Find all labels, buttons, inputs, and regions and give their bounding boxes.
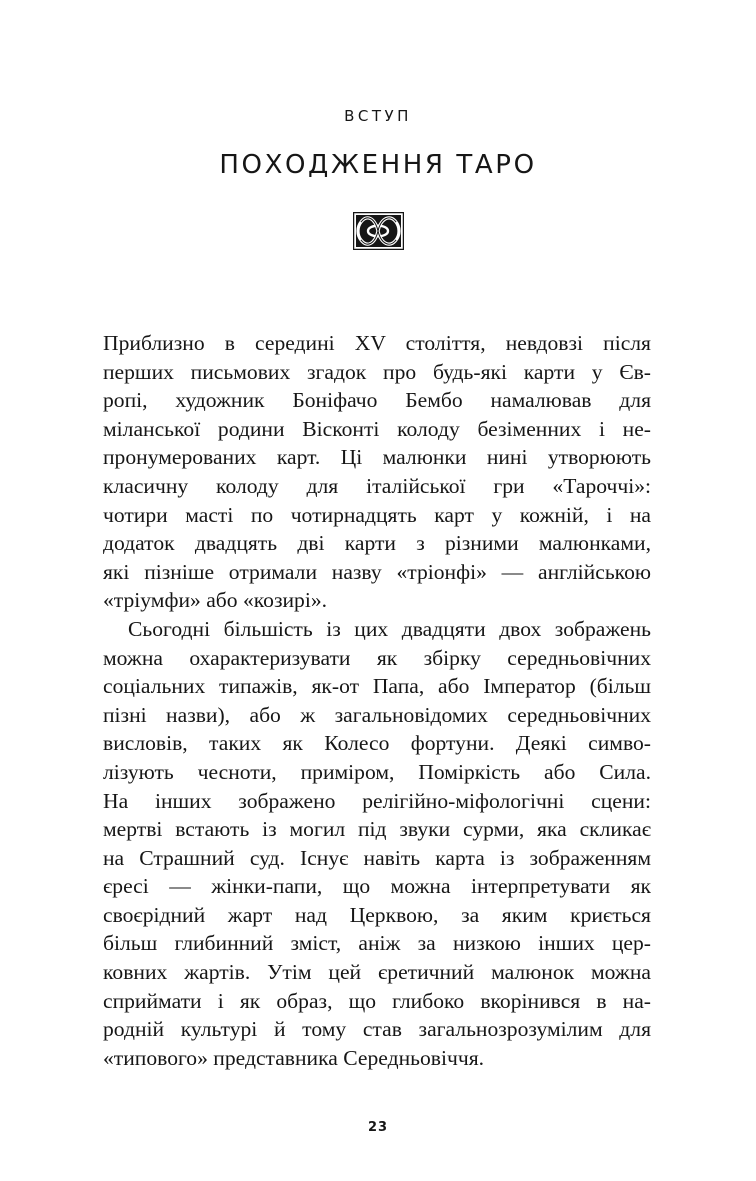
text-line: Приблизно в середині XV століття, невдовзі після [103,331,651,355]
text-line: «типового» представника Середньовіччя. [103,1045,485,1070]
text-line: можна охарактеризувати як збірку середньовічних [103,645,651,670]
chapter-title: ПОХОДЖЕННЯ ТАРО [219,150,537,180]
text-line: які пізніше отримали назву «тріонфі» — англійською [103,559,651,584]
text-line: міланської родини Вісконті колоду безіменних і не- [103,416,651,441]
text-line: соціальних типажів, як-от Папа, або Імператор (більш [103,674,651,699]
text-line: ропі, художник Боніфачо Бембо намалював для [103,388,651,413]
text-line: класичну колоду для італійської гри «Тароччі»: [103,473,651,498]
text-line: Сьогодні більшість із цих двадцяти двох зображень [128,616,651,641]
paragraph-2 [103,615,651,1073]
text-line: чотири масті по чотирнадцять карт у кожній, і на [103,502,651,527]
text-line: єресі — жінки-папи, що можна інтерпретувати як [103,874,651,899]
celtic-knot-ornament-icon [353,212,404,250]
section-label: ВСТУП [344,107,412,125]
text-line: сприймати і як образ, що глибоко вкорінився в на- [103,988,651,1013]
text-line: додаток двадцять дві карти з різними малюнками, [103,531,651,556]
text-line: більш глибинний зміст, аніж за низкою інших цер- [103,931,651,956]
page-number: 23 [367,1120,389,1135]
body-text [103,329,651,1072]
text-line: висловів, таких як Колесо фортуни. Деякі симво- [103,731,651,756]
text-line: на Страшний суд. Існує навіть карта із зображенням [103,845,651,870]
paragraph-1 [103,329,651,615]
text-line: перших письмових згадок про будь-які карти у Єв- [103,359,651,384]
text-line: ковних жартів. Утім цей єретичний малюнок можна [103,960,651,985]
text-line: пізні назви), або ж загальновідомих середньовічних [103,702,651,727]
text-line: лізують чесноти, приміром, Поміркість або Сила. [103,759,651,784]
text-line: родній культурі й тому став загальнозрозумілим для [103,1017,651,1042]
text-line: пронумерованих карт. Ці малюнки нині утворюють [103,445,651,470]
text-line: «тріумфи» або «козирі». [103,588,328,613]
text-line: мертві встають із могил під звуки сурми, яка скликає [103,817,651,842]
text-line: На інших зображено релігійно-міфологічні сцени: [103,788,651,813]
text-line: своєрідний жарт над Церквою, за яким криється [103,902,651,927]
